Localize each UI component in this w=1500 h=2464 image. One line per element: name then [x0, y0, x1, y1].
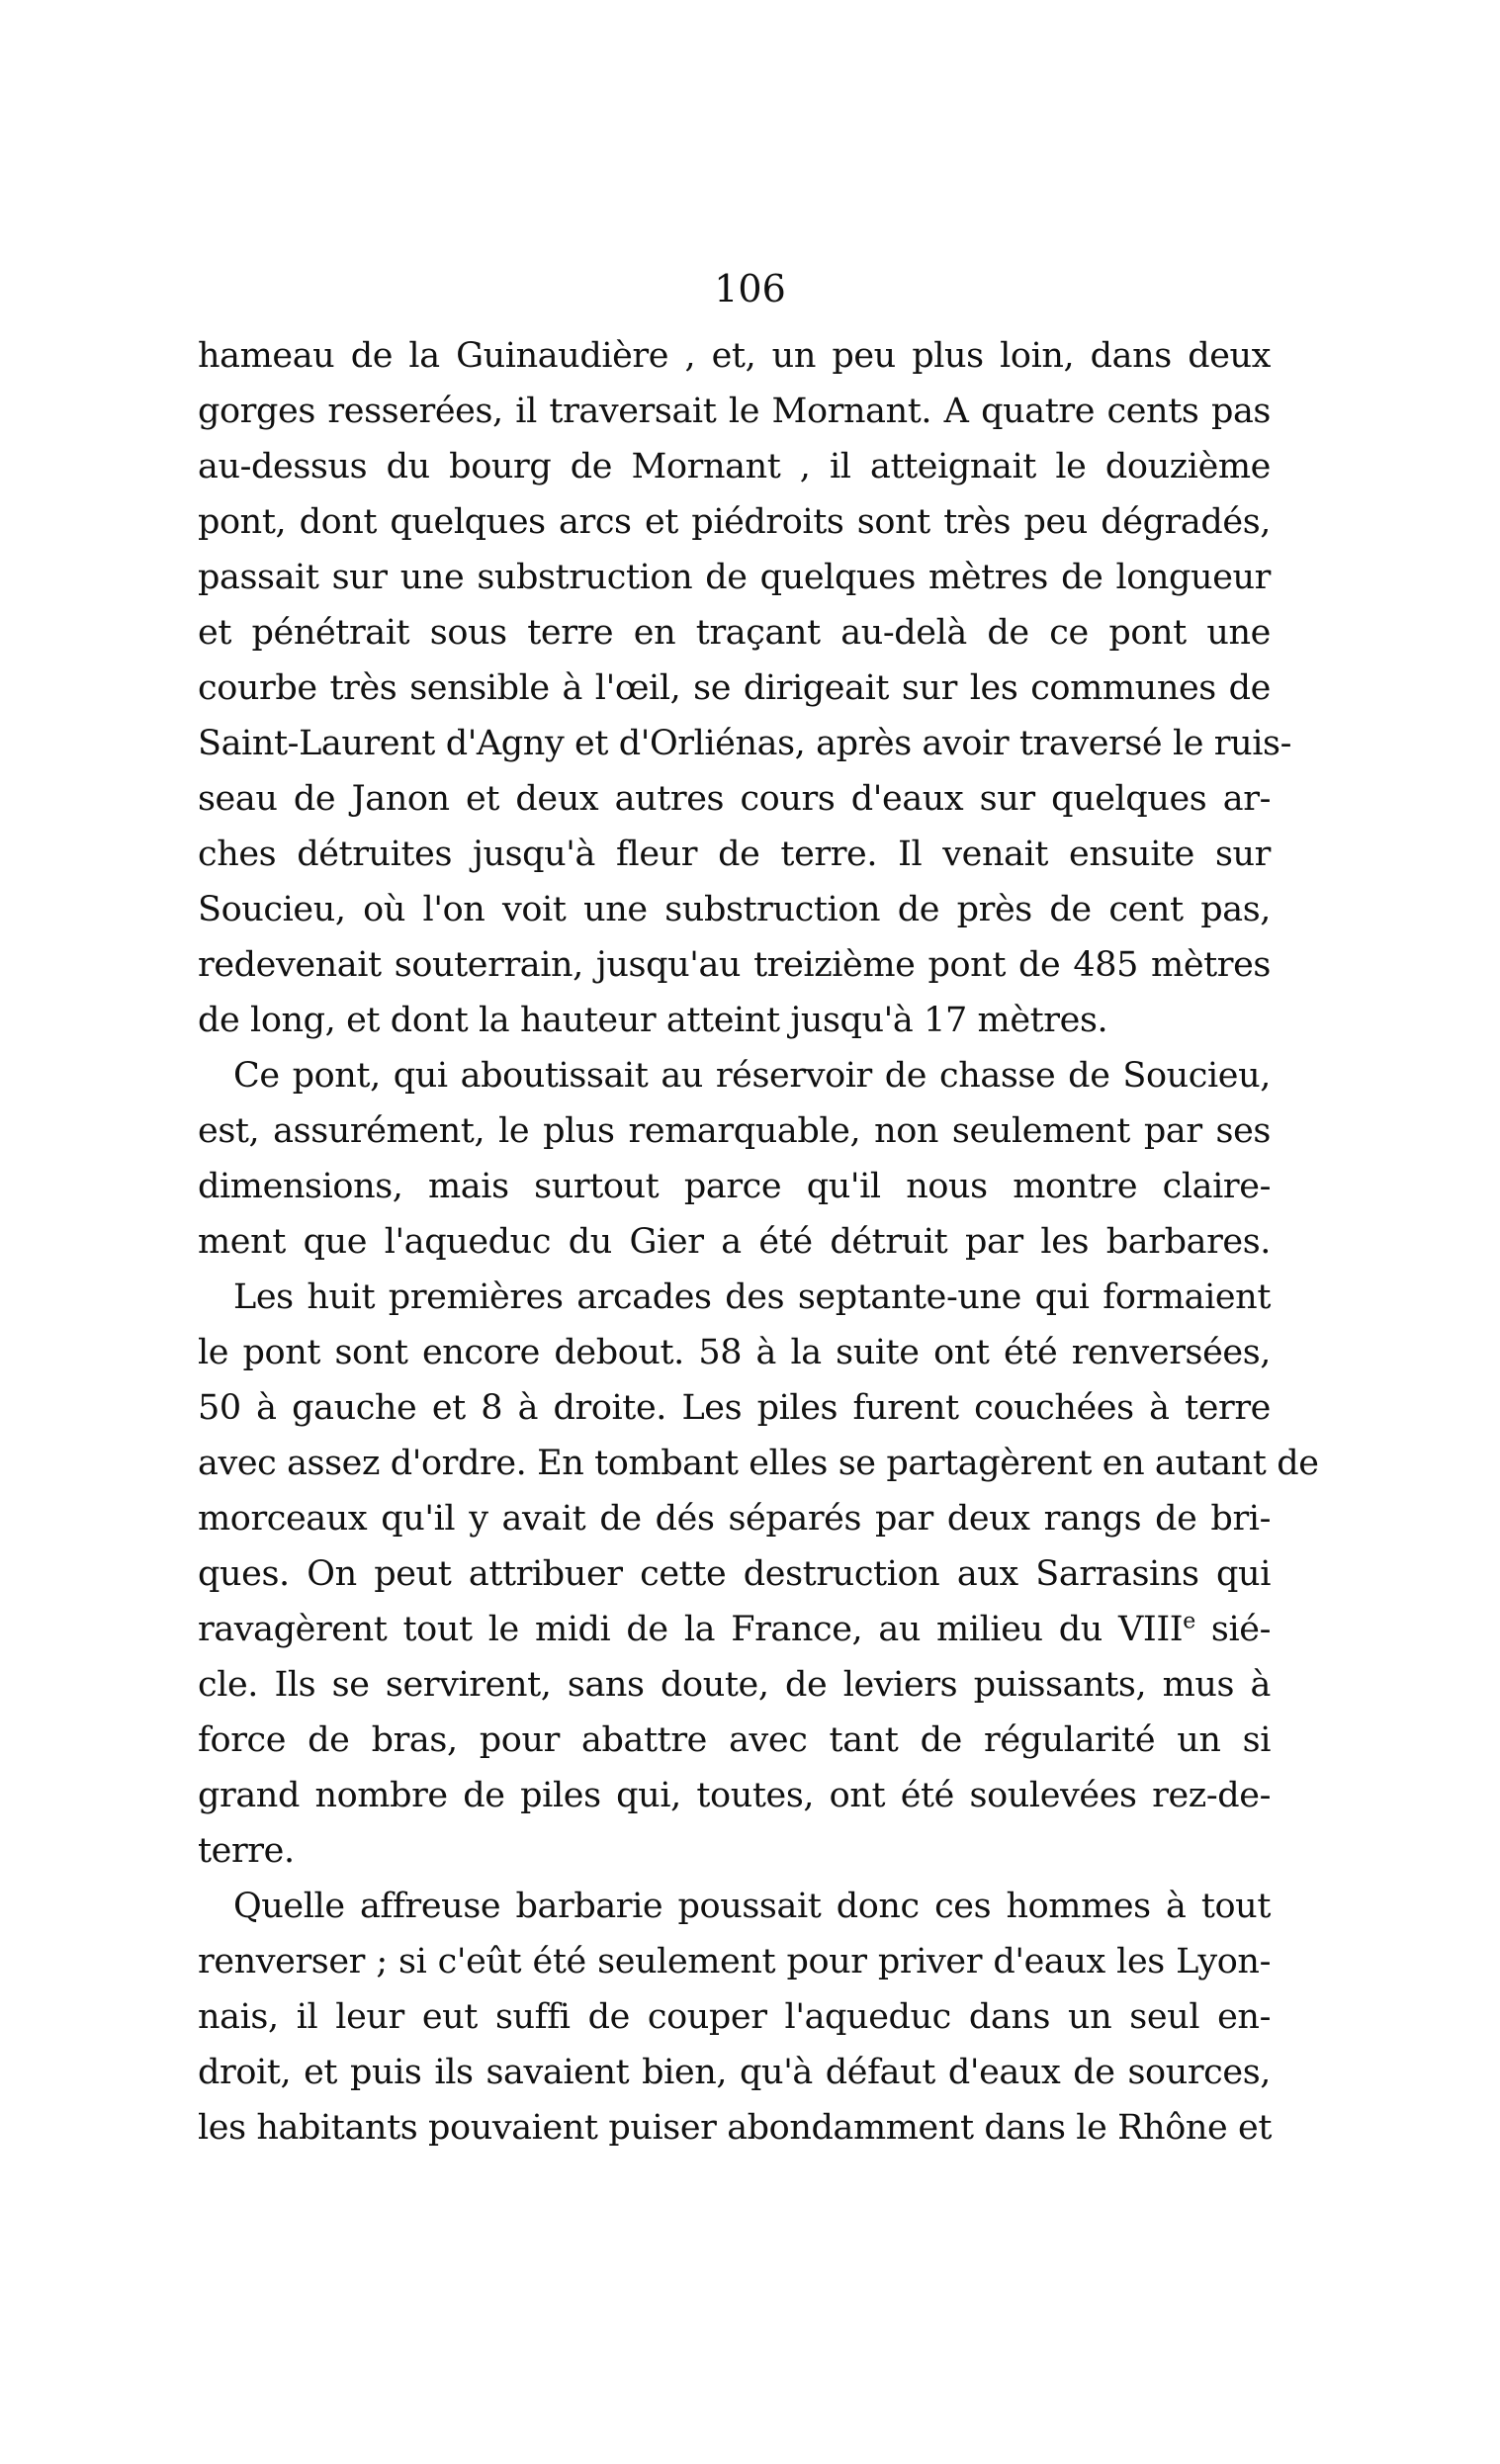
- superscript: e: [1183, 1609, 1195, 1634]
- text-segment: ravagèrent tout le midi de la France, au milieu du VIII: [198, 1610, 1184, 1649]
- text-line: terre.: [198, 1831, 295, 1871]
- text-line-with-superscript: [198, 1602, 1271, 1657]
- text-line: grand nombre de piles qui, toutes, ont été soulevées rez-de-: [198, 1776, 1271, 1815]
- text-line: de long, et dont la hauteur atteint jusqu'à 17 mètres.: [198, 1001, 1108, 1040]
- text-line: courbe très sensible à l'œil, se dirigeait sur les communes de: [198, 668, 1271, 708]
- text-line: redevenait souterrain, jusqu'au treizième pont de 485 mètres: [198, 945, 1271, 985]
- text-line: et pénétrait sous terre en traçant au-delà de ce pont une: [198, 613, 1271, 653]
- text-line: droit, et puis ils savaient bien, qu'à défaut d'eaux de sources,: [198, 2053, 1271, 2092]
- text-line: Les huit premières arcades des septante-une qui formaient: [233, 1277, 1271, 1317]
- text-line: passait sur une substruction de quelques mètres de longueur: [198, 558, 1271, 597]
- text-line: Quelle affreuse barbarie poussait donc ces hommes à tout: [233, 1887, 1271, 1926]
- text-line: Saint-Laurent d'Agny et d'Orliénas, après avoir traversé le ruis-: [198, 724, 1292, 763]
- paragraph-2: [198, 1048, 1271, 1270]
- text-segment: sié-: [1194, 1610, 1272, 1649]
- text-line: morceaux qu'il y avait de dés séparés par deux rangs de bri-: [198, 1499, 1271, 1539]
- text-line: ment que l'aqueduc du Gier a été détruit par les barbares.: [198, 1222, 1271, 1262]
- text-line: hameau de la Guinaudière , et, un peu plus loin, dans deux: [198, 336, 1271, 376]
- text-line: est, assurément, le plus remarquable, non seulement par ses: [198, 1111, 1271, 1151]
- text-line: gorges resserées, il traversait le Mornant. A quatre cents pas: [198, 392, 1271, 431]
- text-line: dimensions, mais surtout parce qu'il nous montre claire-: [198, 1167, 1271, 1206]
- body-text: [198, 328, 1319, 2156]
- text-line: au-dessus du bourg de Mornant , il atteignait le douzième: [198, 447, 1271, 486]
- text-line: Ce pont, qui aboutissait au réservoir de chasse de Soucieu,: [233, 1056, 1271, 1096]
- paragraph-3: [198, 1270, 1319, 1879]
- text-line: force de bras, pour abattre avec tant de régularité un si: [198, 1720, 1271, 1760]
- text-line: ches détruites jusqu'à fleur de terre. Il venait ensuite sur: [198, 835, 1271, 874]
- text-line: renverser ; si c'eût été seulement pour priver d'eaux les Lyon-: [198, 1942, 1271, 1981]
- paragraph-1: [198, 328, 1292, 1048]
- text-line: ques. On peut attribuer cette destruction aux Sarrasins qui: [198, 1554, 1271, 1594]
- text-line: 50 à gauche et 8 à droite. Les piles furent couchées à terre: [198, 1388, 1271, 1428]
- text-line: le pont sont encore debout. 58 à la suite ont été renversées,: [198, 1333, 1271, 1372]
- text-line: pont, dont quelques arcs et piédroits sont très peu dégradés,: [198, 502, 1271, 542]
- page-number: 106: [714, 267, 786, 310]
- text-line: Soucieu, où l'on voit une substruction de près de cent pas,: [198, 890, 1271, 929]
- text-line: les habitants pouvaient puiser abondamment dans le Rhône et: [198, 2108, 1273, 2148]
- paragraph-4: [198, 1879, 1271, 2156]
- text-line: nais, il leur eut suffi de couper l'aqueduc dans un seul en-: [198, 1997, 1271, 2037]
- text-line: seau de Janon et deux autres cours d'eaux sur quelques ar-: [198, 779, 1271, 819]
- text-line: avec assez d'ordre. En tombant elles se partagèrent en autant de: [198, 1444, 1319, 1483]
- text-line: cle. Ils se servirent, sans doute, de leviers puissants, mus à: [198, 1665, 1271, 1705]
